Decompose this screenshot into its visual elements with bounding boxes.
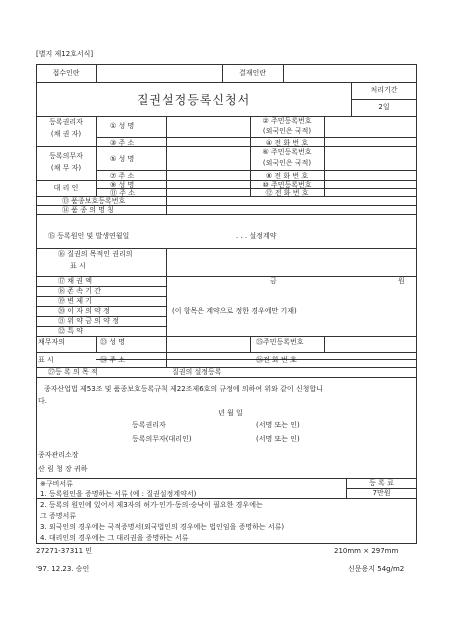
doc-item: 그 증명서류 [40,512,77,520]
purpose-value: 질권의 설정등록 [172,368,222,376]
registration-cause: ⑮ 등록원인 및 발생연월일 [48,232,130,240]
field-creditor-rrn-note: (외국인은 국적) [262,127,312,135]
penalty-label: ㉑ 위 약 금 의 약 정 [58,317,119,325]
payment-label: ⑲ 변 제 기 [58,297,92,305]
field-agent-address: ⑪ 주 소 [110,189,135,197]
debtor-sub: (채 무 자) [50,164,82,172]
form-code: 27271-37311 민 [36,547,93,555]
field-creditor-rrn: ② 주민등록번호 [262,117,312,125]
doc-item: 1. 등록원인을 증명하는 서류 (예 : 질권설정계약서) [40,490,197,498]
field-debtor-rrn: ⑥ 주민등록번호 [262,148,312,156]
doc-item: 3. 외국인의 경우에는 국적증명서(외국법인의 경우에는 법인임을 증명하는 서류) [40,523,285,531]
form-number: [별지 제12호서식] [36,50,94,58]
fee-value: 7만원 [372,489,391,497]
registration-cause-value: . . . 설정계약 [236,232,277,240]
field-agent-name: ⑨ 성 명 [110,181,135,189]
agent-label: 대 리 인 [53,184,79,192]
addressee-1: 종자관리소장 [38,451,79,459]
field-debtor-address: ⑦ 주 소 [110,172,135,180]
approval-date: '97. 12.23. 승인 [36,565,90,573]
processing-period-value: 2일 [378,103,390,111]
purpose-label: ㉗등 록 의 목 적 [48,368,98,376]
creditor-sign-field[interactable]: (서명 또는 인) [256,421,300,429]
variety-name: ⑭ 품 종 의 명 칭 [62,206,114,214]
field-creditor-tel: ④ 전 화 번 호 [265,139,309,147]
receipt-stamp-box[interactable] [97,65,221,81]
doc-item: 4. 대리인의 경우에는 그 대리권을 증명하는 서류 [40,534,189,542]
claim-amount-unit: 원 [398,277,405,285]
debtor-sign-label: 등록의무자(대리인) [132,435,192,443]
obligor-name: ㉓ 성 명 [100,338,125,346]
field-debtor-rrn-note: (외국인은 국적) [262,159,312,167]
required-docs-label: ※구비서류 [40,480,73,488]
paper-size: 210mm × 297mm [334,547,399,555]
obligor-label: 채무자의 [38,338,66,346]
creditor-sign-label: 등록권리자 [132,421,166,429]
obligor-label-2: 표 시 [38,356,54,364]
obligor-address: ㉔ 주 소 [100,356,125,364]
doc-item: 2. 등록의 원인에 있어서 제3자의 허가·인가·동의·승낙이 필요한 경우에는 [40,501,263,509]
field-creditor-address: ③ 주 소 [110,139,135,147]
paper-type: 신문용지 54g/m2 [348,565,405,573]
claim-amount-label: ⑰ 채 권 액 [58,277,92,285]
interest-label: ⑳ 이 자 의 약 정 [58,307,110,315]
duration-label: ⑱ 존 속 기 간 [58,287,101,295]
special-label: ㉒ 특 약 [58,327,83,335]
declaration-date[interactable]: 년 월 일 [218,409,243,417]
receipt-label: 접수인란 [52,69,80,77]
contract-note: (이 항목은 계약으로 정한 경우에만 기재) [172,307,297,315]
field-agent-tel: ⑫ 전 화 번 호 [265,189,309,197]
addressee-2: 산 림 청 장 귀하 [38,465,88,473]
creditor-label: 등록권리자 [49,118,83,126]
pledge-target-2: 표 시 [70,262,86,270]
approval-stamp-box[interactable] [284,65,416,81]
debtor-sign-field[interactable]: (서명 또는 인) [256,435,300,443]
field-agent-rrn: ⑩ 주민등록번호 [262,181,312,189]
pledge-target: ⑯ 질권의 목적인 권리의 [58,250,133,258]
variety-reg-no: ⑬ 품종보호등록번호 [62,197,126,205]
processing-period-label: 처리기간 [370,86,398,94]
field-debtor-tel: ⑧ 전 화 번 호 [265,172,309,180]
obligor-rrn: ㉕주민등록번호 [256,338,304,346]
declaration-text: 종자산업법 제53조 및 품종보호등록규칙 제22조제6호의 규정에 의하여 위와 같이 신청합니 [44,385,323,393]
fee-label: 등 록 료 [369,479,394,487]
approval-label: 결재인란 [238,69,267,77]
field-creditor-name: ① 성 명 [110,122,135,130]
claim-amount-prefix: 금 [270,277,277,285]
creditor-sub: (채 권 자) [50,130,82,138]
form-title: 질권설정등록신청서 [136,93,251,107]
field-debtor-name: ⑤ 성 명 [110,155,135,163]
debtor-label: 등록의무자 [49,152,83,160]
declaration-text-2: 다. [38,397,47,405]
obligor-tel: ㉖전 화 번 호 [256,356,297,364]
